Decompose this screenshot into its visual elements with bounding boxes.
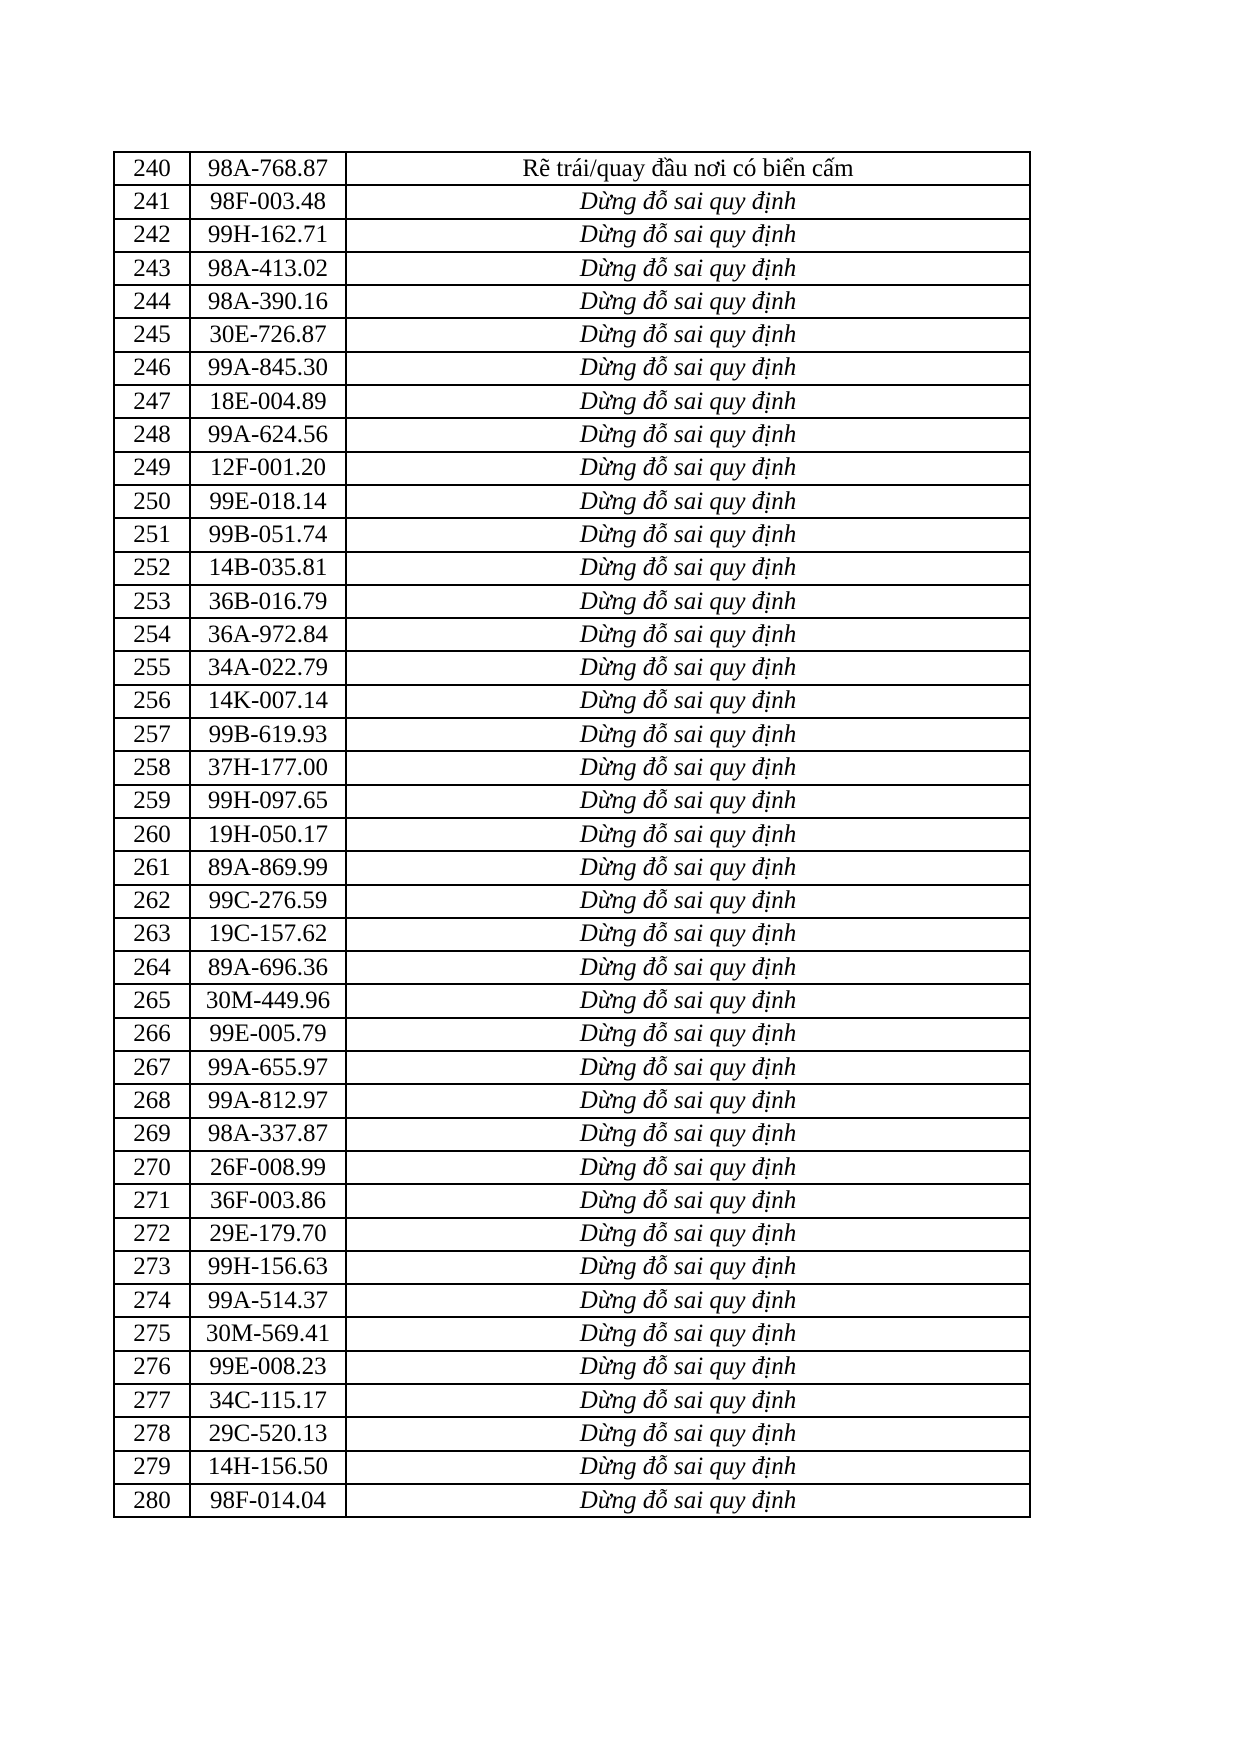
license-plate-cell: 98A-413.02 bbox=[190, 252, 346, 285]
license-plate-cell: 18E-004.89 bbox=[190, 385, 346, 418]
license-plate-cell: 98F-003.48 bbox=[190, 185, 346, 218]
license-plate-cell: 99A-845.30 bbox=[190, 352, 346, 385]
row-number-cell: 253 bbox=[114, 585, 190, 618]
row-number-cell: 257 bbox=[114, 718, 190, 751]
license-plate-cell: 98A-768.87 bbox=[190, 152, 346, 185]
row-number-cell: 252 bbox=[114, 552, 190, 585]
violation-cell: Dừng đỗ sai quy định bbox=[346, 185, 1030, 218]
violation-cell: Dừng đỗ sai quy định bbox=[346, 585, 1030, 618]
row-number-cell: 270 bbox=[114, 1151, 190, 1184]
license-plate-cell: 99A-812.97 bbox=[190, 1084, 346, 1117]
table-row bbox=[114, 785, 1030, 818]
row-number-cell: 248 bbox=[114, 418, 190, 451]
license-plate-cell: 36F-003.86 bbox=[190, 1184, 346, 1217]
violation-cell: Dừng đỗ sai quy định bbox=[346, 485, 1030, 518]
violation-cell: Dừng đỗ sai quy định bbox=[346, 1151, 1030, 1184]
license-plate-cell: 29E-179.70 bbox=[190, 1218, 346, 1251]
license-plate-cell: 99E-008.23 bbox=[190, 1351, 346, 1384]
row-number-cell: 249 bbox=[114, 452, 190, 485]
license-plate-cell: 99E-018.14 bbox=[190, 485, 346, 518]
table-row bbox=[114, 951, 1030, 984]
table-row bbox=[114, 818, 1030, 851]
violations-table-body bbox=[114, 152, 1030, 1517]
table-row bbox=[114, 585, 1030, 618]
row-number-cell: 266 bbox=[114, 1018, 190, 1051]
violation-cell: Dừng đỗ sai quy định bbox=[346, 352, 1030, 385]
violation-cell: Dừng đỗ sai quy định bbox=[346, 1284, 1030, 1317]
row-number-cell: 251 bbox=[114, 518, 190, 551]
license-plate-cell: 98A-390.16 bbox=[190, 285, 346, 318]
row-number-cell: 240 bbox=[114, 152, 190, 185]
table-row bbox=[114, 1251, 1030, 1284]
table-row bbox=[114, 219, 1030, 252]
violation-cell: Dừng đỗ sai quy định bbox=[346, 1018, 1030, 1051]
violation-cell: Dừng đỗ sai quy định bbox=[346, 518, 1030, 551]
row-number-cell: 275 bbox=[114, 1317, 190, 1350]
violation-cell: Dừng đỗ sai quy định bbox=[346, 918, 1030, 951]
violation-cell: Dừng đỗ sai quy định bbox=[346, 1218, 1030, 1251]
violation-cell: Dừng đỗ sai quy định bbox=[346, 651, 1030, 684]
violation-cell: Dừng đỗ sai quy định bbox=[346, 885, 1030, 918]
license-plate-cell: 26F-008.99 bbox=[190, 1151, 346, 1184]
table-row bbox=[114, 1317, 1030, 1350]
table-row bbox=[114, 718, 1030, 751]
table-row bbox=[114, 618, 1030, 651]
license-plate-cell: 89A-696.36 bbox=[190, 951, 346, 984]
license-plate-cell: 19H-050.17 bbox=[190, 818, 346, 851]
row-number-cell: 278 bbox=[114, 1417, 190, 1450]
violation-cell: Dừng đỗ sai quy định bbox=[346, 1184, 1030, 1217]
violation-cell: Dừng đỗ sai quy định bbox=[346, 1417, 1030, 1450]
license-plate-cell: 99B-619.93 bbox=[190, 718, 346, 751]
table-row bbox=[114, 252, 1030, 285]
row-number-cell: 272 bbox=[114, 1218, 190, 1251]
row-number-cell: 256 bbox=[114, 685, 190, 718]
table-row bbox=[114, 285, 1030, 318]
violation-cell: Dừng đỗ sai quy định bbox=[346, 219, 1030, 252]
violation-cell: Dừng đỗ sai quy định bbox=[346, 1484, 1030, 1517]
table-row bbox=[114, 1018, 1030, 1051]
license-plate-cell: 29C-520.13 bbox=[190, 1417, 346, 1450]
row-number-cell: 244 bbox=[114, 285, 190, 318]
license-plate-cell: 36A-972.84 bbox=[190, 618, 346, 651]
violation-cell: Dừng đỗ sai quy định bbox=[346, 618, 1030, 651]
license-plate-cell: 99H-156.63 bbox=[190, 1251, 346, 1284]
table-row bbox=[114, 385, 1030, 418]
violation-cell: Rẽ trái/quay đầu nơi có biển cấm bbox=[346, 152, 1030, 185]
license-plate-cell: 30M-569.41 bbox=[190, 1317, 346, 1350]
row-number-cell: 261 bbox=[114, 851, 190, 884]
table-row bbox=[114, 318, 1030, 351]
row-number-cell: 267 bbox=[114, 1051, 190, 1084]
table-row bbox=[114, 1384, 1030, 1417]
row-number-cell: 245 bbox=[114, 318, 190, 351]
table-row bbox=[114, 352, 1030, 385]
violation-cell: Dừng đỗ sai quy định bbox=[346, 785, 1030, 818]
violation-cell: Dừng đỗ sai quy định bbox=[346, 1317, 1030, 1350]
row-number-cell: 264 bbox=[114, 951, 190, 984]
license-plate-cell: 99H-097.65 bbox=[190, 785, 346, 818]
row-number-cell: 242 bbox=[114, 219, 190, 252]
table-row bbox=[114, 452, 1030, 485]
violation-cell: Dừng đỗ sai quy định bbox=[346, 751, 1030, 784]
row-number-cell: 271 bbox=[114, 1184, 190, 1217]
license-plate-cell: 19C-157.62 bbox=[190, 918, 346, 951]
row-number-cell: 263 bbox=[114, 918, 190, 951]
license-plate-cell: 98F-014.04 bbox=[190, 1484, 346, 1517]
violation-cell: Dừng đỗ sai quy định bbox=[346, 1451, 1030, 1484]
violation-cell: Dừng đỗ sai quy định bbox=[346, 552, 1030, 585]
violation-cell: Dừng đỗ sai quy định bbox=[346, 818, 1030, 851]
license-plate-cell: 34C-115.17 bbox=[190, 1384, 346, 1417]
license-plate-cell: 99B-051.74 bbox=[190, 518, 346, 551]
table-row bbox=[114, 1218, 1030, 1251]
violation-cell: Dừng đỗ sai quy định bbox=[346, 1351, 1030, 1384]
table-row bbox=[114, 885, 1030, 918]
license-plate-cell: 37H-177.00 bbox=[190, 751, 346, 784]
table-row bbox=[114, 918, 1030, 951]
row-number-cell: 265 bbox=[114, 984, 190, 1017]
license-plate-cell: 14B-035.81 bbox=[190, 552, 346, 585]
license-plate-cell: 98A-337.87 bbox=[190, 1118, 346, 1151]
row-number-cell: 268 bbox=[114, 1084, 190, 1117]
row-number-cell: 258 bbox=[114, 751, 190, 784]
row-number-cell: 276 bbox=[114, 1351, 190, 1384]
row-number-cell: 254 bbox=[114, 618, 190, 651]
row-number-cell: 279 bbox=[114, 1451, 190, 1484]
table-row bbox=[114, 1451, 1030, 1484]
license-plate-cell: 34A-022.79 bbox=[190, 651, 346, 684]
violation-cell: Dừng đỗ sai quy định bbox=[346, 851, 1030, 884]
table-row bbox=[114, 518, 1030, 551]
row-number-cell: 280 bbox=[114, 1484, 190, 1517]
table-row bbox=[114, 851, 1030, 884]
license-plate-cell: 30M-449.96 bbox=[190, 984, 346, 1017]
table-row bbox=[114, 1084, 1030, 1117]
license-plate-cell: 99H-162.71 bbox=[190, 219, 346, 252]
row-number-cell: 274 bbox=[114, 1284, 190, 1317]
row-number-cell: 255 bbox=[114, 651, 190, 684]
violation-cell: Dừng đỗ sai quy định bbox=[346, 418, 1030, 451]
license-plate-cell: 99A-514.37 bbox=[190, 1284, 346, 1317]
license-plate-cell: 99A-624.56 bbox=[190, 418, 346, 451]
table-row bbox=[114, 1351, 1030, 1384]
table-row bbox=[114, 552, 1030, 585]
license-plate-cell: 89A-869.99 bbox=[190, 851, 346, 884]
table-row bbox=[114, 651, 1030, 684]
row-number-cell: 246 bbox=[114, 352, 190, 385]
table-row bbox=[114, 152, 1030, 185]
violation-cell: Dừng đỗ sai quy định bbox=[346, 1384, 1030, 1417]
license-plate-cell: 14K-007.14 bbox=[190, 685, 346, 718]
violation-cell: Dừng đỗ sai quy định bbox=[346, 385, 1030, 418]
violation-cell: Dừng đỗ sai quy định bbox=[346, 285, 1030, 318]
table-row bbox=[114, 1484, 1030, 1517]
table-row bbox=[114, 984, 1030, 1017]
violation-cell: Dừng đỗ sai quy định bbox=[346, 1251, 1030, 1284]
violation-cell: Dừng đỗ sai quy định bbox=[346, 252, 1030, 285]
row-number-cell: 260 bbox=[114, 818, 190, 851]
row-number-cell: 250 bbox=[114, 485, 190, 518]
table-row bbox=[114, 485, 1030, 518]
license-plate-cell: 14H-156.50 bbox=[190, 1451, 346, 1484]
table-row bbox=[114, 1184, 1030, 1217]
row-number-cell: 243 bbox=[114, 252, 190, 285]
table-row bbox=[114, 1151, 1030, 1184]
row-number-cell: 262 bbox=[114, 885, 190, 918]
license-plate-cell: 36B-016.79 bbox=[190, 585, 346, 618]
table-row bbox=[114, 1118, 1030, 1151]
violation-cell: Dừng đỗ sai quy định bbox=[346, 1051, 1030, 1084]
violation-cell: Dừng đỗ sai quy định bbox=[346, 318, 1030, 351]
violation-cell: Dừng đỗ sai quy định bbox=[346, 452, 1030, 485]
row-number-cell: 273 bbox=[114, 1251, 190, 1284]
violation-cell: Dừng đỗ sai quy định bbox=[346, 1118, 1030, 1151]
table-row bbox=[114, 751, 1030, 784]
table-row bbox=[114, 1417, 1030, 1450]
table-row bbox=[114, 418, 1030, 451]
license-plate-cell: 30E-726.87 bbox=[190, 318, 346, 351]
row-number-cell: 269 bbox=[114, 1118, 190, 1151]
row-number-cell: 247 bbox=[114, 385, 190, 418]
table-row bbox=[114, 1051, 1030, 1084]
row-number-cell: 259 bbox=[114, 785, 190, 818]
table-row bbox=[114, 685, 1030, 718]
license-plate-cell: 12F-001.20 bbox=[190, 452, 346, 485]
license-plate-cell: 99C-276.59 bbox=[190, 885, 346, 918]
violation-cell: Dừng đỗ sai quy định bbox=[346, 1084, 1030, 1117]
license-plate-cell: 99A-655.97 bbox=[190, 1051, 346, 1084]
row-number-cell: 241 bbox=[114, 185, 190, 218]
table-row bbox=[114, 185, 1030, 218]
violation-cell: Dừng đỗ sai quy định bbox=[346, 718, 1030, 751]
row-number-cell: 277 bbox=[114, 1384, 190, 1417]
violation-cell: Dừng đỗ sai quy định bbox=[346, 984, 1030, 1017]
table-row bbox=[114, 1284, 1030, 1317]
violation-cell: Dừng đỗ sai quy định bbox=[346, 685, 1030, 718]
license-plate-cell: 99E-005.79 bbox=[190, 1018, 346, 1051]
violations-table bbox=[113, 151, 1031, 1518]
violation-cell: Dừng đỗ sai quy định bbox=[346, 951, 1030, 984]
